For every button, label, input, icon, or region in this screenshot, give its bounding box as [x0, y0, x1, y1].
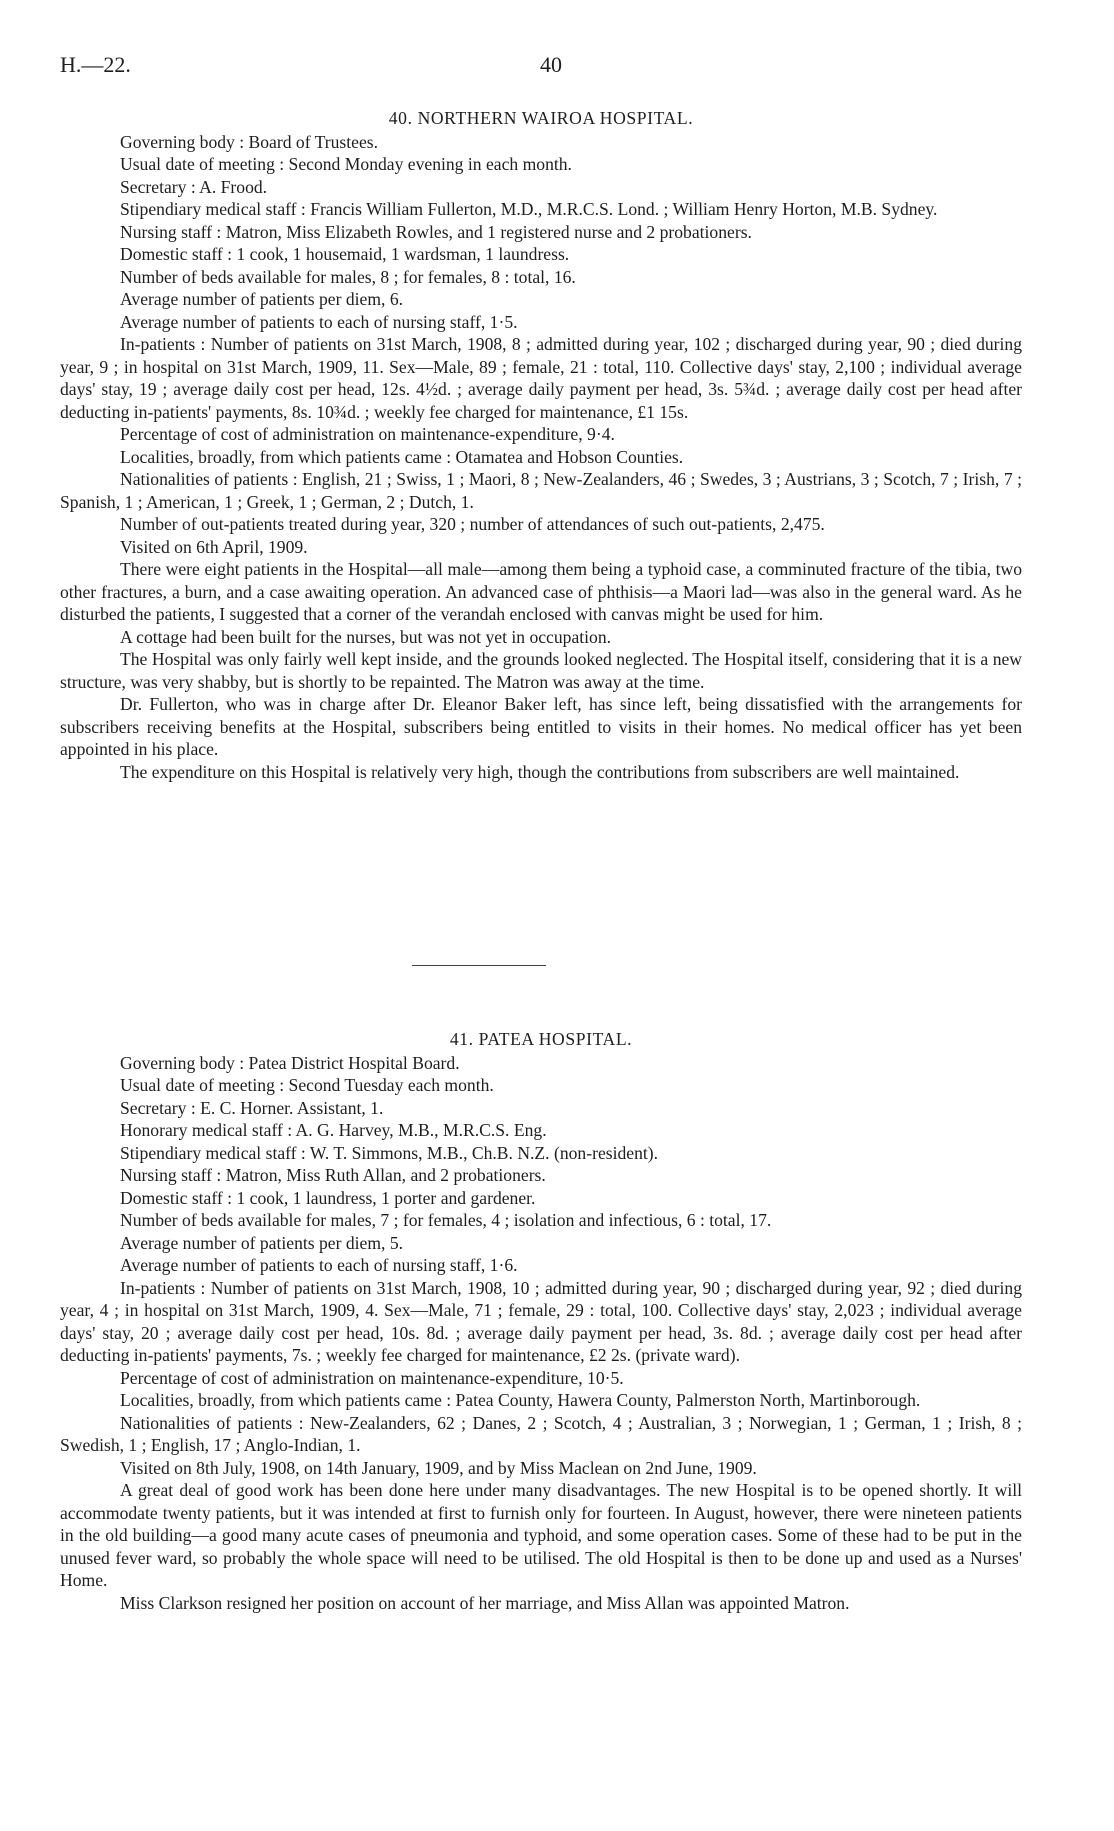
- paragraph: Usual date of meeting : Second Tuesday each month.: [120, 1075, 494, 1095]
- paragraph: Number of beds available for males, 8 ; for females, 8 : total, 16.: [120, 266, 576, 287]
- paragraph: Visited on 8th July, 1908, on 14th January, 1909, and by Miss Maclean on 2nd June, 1909.: [120, 1457, 757, 1478]
- document-code: H.—22.: [60, 52, 131, 77]
- paragraph: Honorary medical staff : A. G. Harvey, M.B., M.R.C.S. Eng.: [120, 1120, 547, 1140]
- paragraph: A great deal of good work has been done here under many disadvantages. The new Hospital is to be opened shortly. It will accommodate twenty patients, but it was intended at first to furnish only for fourteen. In August, however, there were nineteen patients in the old building—a good many acute cases of pneumonia and typhoid, and some operation cases. Some of these had to be put in the unused fever ward, so probably the whole space will need to be utilised. The old Hospital is then to be done up and used as a Nurses' Home.: [60, 1480, 1022, 1590]
- paragraph: Governing body : Patea District Hospital Board.: [120, 1052, 460, 1073]
- paragraph: There were eight patients in the Hospital—all male—among them being a typhoid case, a comminuted fracture of the tibia, two other fractures, a burn, and a case awaiting operation. An advanced case of phthisis—a Maori lad—was also in the general ward. As he disturbed the patients, I suggested that a corner of the verandah enclosed with canvas might be used for him.: [60, 559, 1022, 624]
- paragraph: Average number of patients per diem, 6.: [120, 289, 404, 309]
- page-header: [60, 52, 1060, 82]
- paragraph: Nursing staff : Matron, Miss Ruth Allan, and 2 probationers.: [120, 1165, 546, 1185]
- paragraph: Nationalities of patients : New-Zealanders, 62 ; Danes, 2 ; Scotch, 4 ; Australian, 3 ; Norwegian, 1 ; German, 1 ; Irish, 8 ; Swedish, 1 ; English, 17 ; Anglo-Indian, 1.: [60, 1412, 1022, 1455]
- paragraph: Secretary : E. C. Horner. Assistant, 1.: [120, 1097, 384, 1118]
- paragraph: A cottage had been built for the nurses, but was not yet in occupation.: [120, 626, 612, 647]
- page-number: 40: [540, 52, 562, 77]
- paragraph: Percentage of cost of administration on maintenance-expenditure, 9·4.: [120, 424, 615, 444]
- paragraph: Number of beds available for males, 7 ; for females, 4 ; isolation and infectious, 6 : total, 17.: [120, 1210, 772, 1230]
- paragraph: Average number of patients per diem, 5.: [120, 1232, 404, 1253]
- paragraph: The Hospital was only fairly well kept inside, and the grounds looked neglected. The Hospital itself, considering that it is a new structure, was very shabby, but is shortly to be repainted. The Matron was away at the time.: [60, 649, 1022, 692]
- paragraph: In-patients : Number of patients on 31st March, 1908, 8 ; admitted during year, 102 ; discharged during year, 90 ; died during year, 9 ; in hospital on 31st March, 1909, 11. Sex—Male, 89 ; female, 21 : total, 110. Collective days' stay, 2,100 ; individual average days' stay, 19 ; average daily cost per head, 12s. 4½d. ; average daily payment per head, 3s. 5¾d. ; average daily cost per head after deducting in-patients' payments, 8s. 10¾d. ; weekly fee charged for maintenance, £1 15s.: [60, 334, 1022, 422]
- paragraph: Average number of patients to each of nursing staff, 1·6.: [120, 1255, 518, 1275]
- paragraph: Average number of patients to each of nursing staff, 1·5.: [120, 311, 518, 332]
- paragraph: In-patients : Number of patients on 31st March, 1908, 10 ; admitted during year, 90 ; discharged during year, 92 ; died during year, 4 ; in hospital on 31st March, 1909, 4. Sex—Male, 71 ; female, 29 : total, 100. Collective days' stay, 2,023 ; individual average days' stay, 20 ; average daily cost per head, 10s. 8d. ; average daily payment per head, 3s. 8d. ; average daily cost per head after deducting in-patients' payments, 7s. ; weekly fee charged for maintenance, £2 2s. (private ward).: [60, 1277, 1022, 1365]
- paragraph: Stipendiary medical staff : Francis William Fullerton, M.D., M.R.C.S. Lond. ; William Henry Horton, M.B. Sydney.: [120, 199, 938, 219]
- paragraph: Localities, broadly, from which patients came : Otamatea and Hobson Counties.: [120, 446, 684, 467]
- section-divider: [412, 965, 546, 966]
- paragraph: Number of out-patients treated during year, 320 ; number of attendances of such out-patients, 2,475.: [120, 514, 825, 534]
- paragraph: Nationalities of patients : English, 21 ; Swiss, 1 ; Maori, 8 ; New-Zealanders, 46 ; Swedes, 3 ; Austrians, 3 ; Scotch, 7 ; Irish, 7 ; Spanish, 1 ; American, 1 ; Greek, 1 ; German, 2 ; Dutch, 1.: [60, 469, 1022, 512]
- paragraph: Dr. Fullerton, who was in charge after Dr. Eleanor Baker left, has since left, being dissatisfied with the arrangements for subscribers receiving benefits at the Hospital, subscribers being entitled to visits in their homes. No medical officer has yet been appointed in his place.: [60, 694, 1022, 759]
- paragraph: Stipendiary medical staff : W. T. Simmons, M.B., Ch.B. N.Z. (non-resident).: [120, 1142, 659, 1163]
- paragraph: Percentage of cost of administration on maintenance-expenditure, 10·5.: [120, 1367, 624, 1388]
- paragraph: Visited on 6th April, 1909.: [120, 536, 308, 557]
- section-northern-wairoa-hospital: [60, 107, 1022, 783]
- paragraph: Localities, broadly, from which patients came : Patea County, Hawera County, Palmerston North, Martinborough.: [120, 1390, 921, 1410]
- paragraph: Domestic staff : 1 cook, 1 laundress, 1 porter and gardener.: [120, 1187, 536, 1208]
- paragraph: Miss Clarkson resigned her position on account of her marriage, and Miss Allan was appointed Matron.: [120, 1592, 850, 1613]
- paragraph: Governing body : Board of Trustees.: [120, 131, 379, 152]
- paragraph: Secretary : A. Frood.: [120, 176, 268, 197]
- paragraph: Usual date of meeting : Second Monday evening in each month.: [120, 154, 572, 174]
- paragraph: The expenditure on this Hospital is relatively very high, though the contributions from subscribers are well maintained.: [120, 761, 960, 782]
- section-patea-hospital: [60, 1028, 1022, 1614]
- paragraph: Domestic staff : 1 cook, 1 housemaid, 1 wardsman, 1 laundress.: [120, 244, 570, 264]
- paragraph: Nursing staff : Matron, Miss Elizabeth Rowles, and 1 registered nurse and 2 probationers.: [120, 221, 752, 242]
- section-title: 40. NORTHERN WAIROA HOSPITAL.: [388, 108, 694, 128]
- section-title: 41. PATEA HOSPITAL.: [449, 1029, 633, 1049]
